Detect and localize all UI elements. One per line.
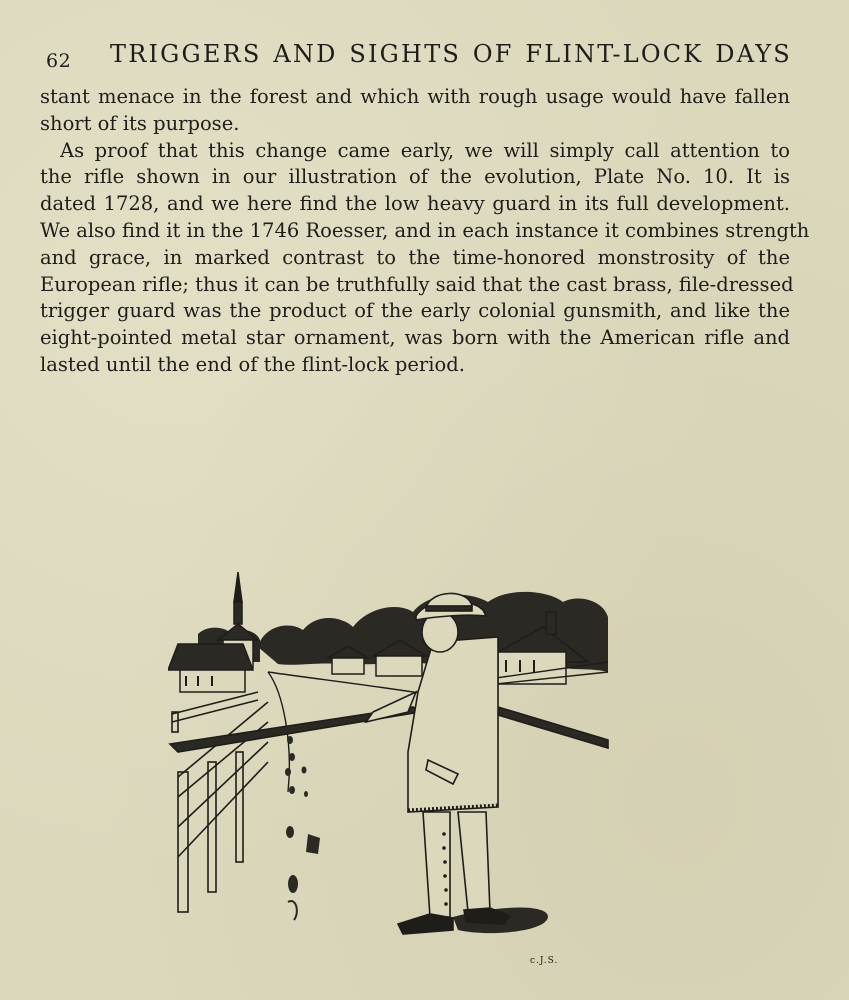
text-line: European rifle; thus it can be truthfully said that the cast brass, file-dressed: [40, 272, 794, 296]
page-number: 62: [46, 50, 72, 72]
text-line: the rifle shown in our illustration of the evolution, Plate No. 10. It is: [40, 165, 790, 189]
text-line: dated 1728, and we here find the low heavy guard in its full development.: [40, 192, 790, 216]
text-line: As proof that this change came early, we will simply call attention to: [60, 138, 790, 162]
text-line: stant menace in the forest and which with rough usage would have fallen: [40, 85, 790, 108]
houses-left: [168, 644, 253, 692]
footprints: [285, 736, 320, 920]
text-line: eight-pointed metal star ornament, was born with the American rifle and: [40, 326, 790, 350]
text-line: short of its purpose.: [40, 111, 240, 135]
text-line: lasted until the end of the flint-lock period.: [40, 352, 465, 376]
rifleman-illustration: [168, 572, 613, 972]
left-fence: [172, 692, 268, 912]
text-line: and grace, in marked contrast to the time-honored monstrosity of the: [40, 245, 790, 269]
artist-signature: c.J.S.: [530, 956, 559, 966]
text-line: trigger guard was the product of the early colonial gunsmith, and like the: [40, 299, 790, 323]
book-title: TRIGGERS AND SIGHTS OF FLINT-LOCK DAYS: [110, 40, 792, 68]
running-head: [46, 38, 806, 72]
text-line: We also find it in the 1746 Roesser, and in each instance it combines strength: [40, 218, 810, 242]
body-text: [40, 84, 810, 379]
